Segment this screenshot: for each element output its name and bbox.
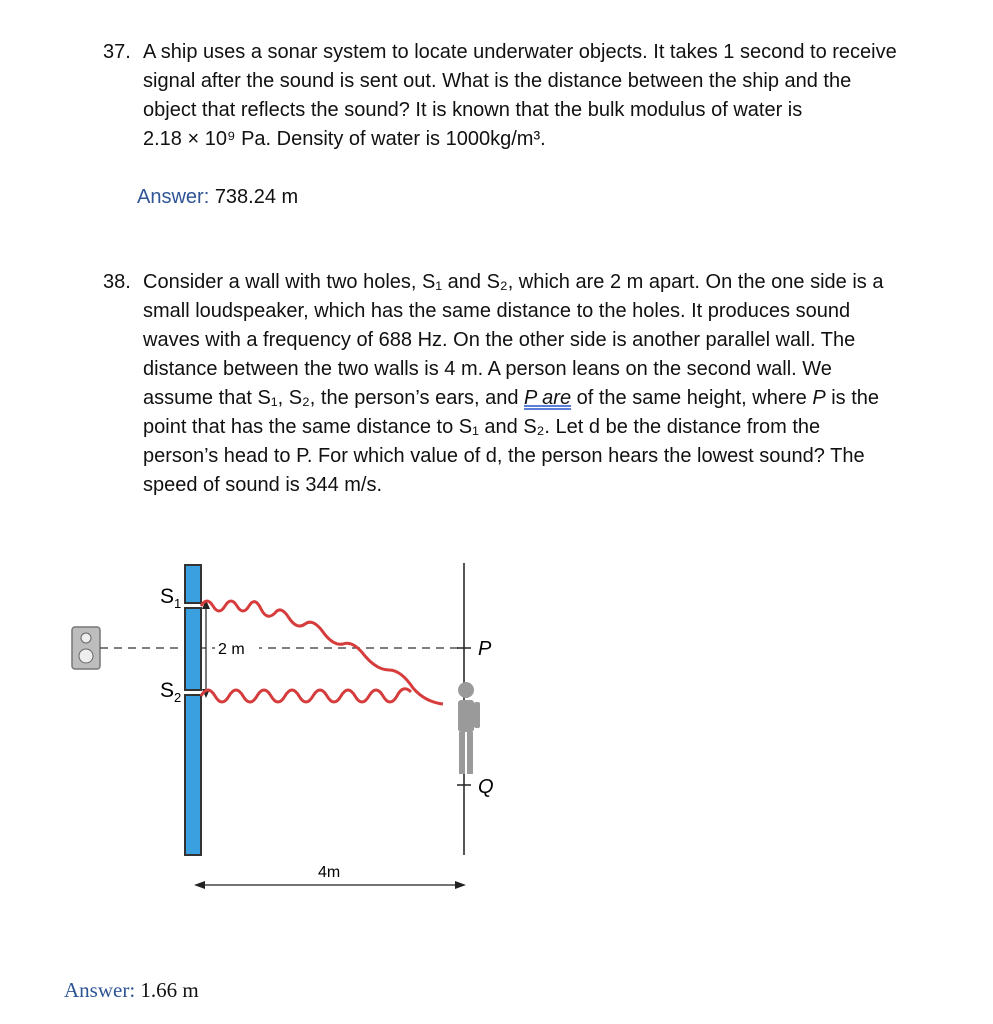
wave-bottom	[201, 689, 411, 702]
question-text-line: A ship uses a sonar system to locate underwater objects. It takes 1 second to receive	[143, 41, 897, 63]
question-text-line: assume that S₁, S₂, the person’s ears, and P are of the same height, where P is the	[143, 387, 880, 409]
first-wall	[185, 565, 201, 855]
question-number: 37.	[103, 41, 131, 63]
question-text-line: point that has the same distance to S₁ and S₂. Let d be the distance from the	[143, 416, 821, 438]
answer-label: Answer:	[137, 186, 210, 208]
question-text-line: person’s head to P. For which value of d, the person hears the lowest sound? The	[143, 445, 865, 467]
answer-38	[64, 978, 199, 1003]
question-text-line: speed of sound is 344 m/s.	[143, 474, 383, 496]
loudspeaker-icon	[72, 627, 100, 669]
s1-label: $S_1$	[160, 585, 182, 611]
person-icon	[458, 682, 480, 774]
question-text-line: distance between the two walls is 4 m. A person leans on the second wall. We	[143, 358, 832, 380]
gap-dimension-arrow	[202, 600, 210, 698]
width-label: 4m	[318, 864, 341, 881]
s2-label: $S_2$	[160, 679, 182, 705]
question-text-line: waves with a frequency of 688 Hz. On the other side is another parallel wall. The	[143, 329, 856, 351]
answer-label: Answer:	[64, 978, 136, 1002]
diagram-svg	[60, 545, 540, 905]
question-text-line: object that reflects the sound? It is known that the bulk modulus of water is	[143, 99, 803, 121]
question-text-line: Consider a wall with two holes, S₁ and S₂, which are 2 m apart. On the one side is a	[143, 271, 884, 293]
answer-value: 738.24 m	[214, 186, 299, 208]
answer-value: 1.66 m	[140, 978, 199, 1002]
answer-37	[137, 186, 298, 209]
question-text-line: small loudspeaker, which has the same distance to the holes. It produces sound	[143, 300, 851, 322]
gap-label: 2 m	[218, 641, 245, 658]
q-label: Q	[478, 776, 494, 798]
p-label: P	[478, 638, 492, 660]
underlined-phrase: P are	[524, 387, 572, 409]
question-37	[103, 38, 983, 154]
question-text-line: 2.18 × 10⁹ Pa. Density of water is 1000kg/m³.	[143, 128, 546, 150]
width-dimension-arrow	[194, 881, 466, 889]
interference-diagram	[60, 545, 540, 905]
question-number: 38.	[103, 271, 131, 293]
question-text-line: signal after the sound is sent out. What is the distance between the ship and the	[143, 70, 852, 92]
question-38	[103, 268, 983, 500]
